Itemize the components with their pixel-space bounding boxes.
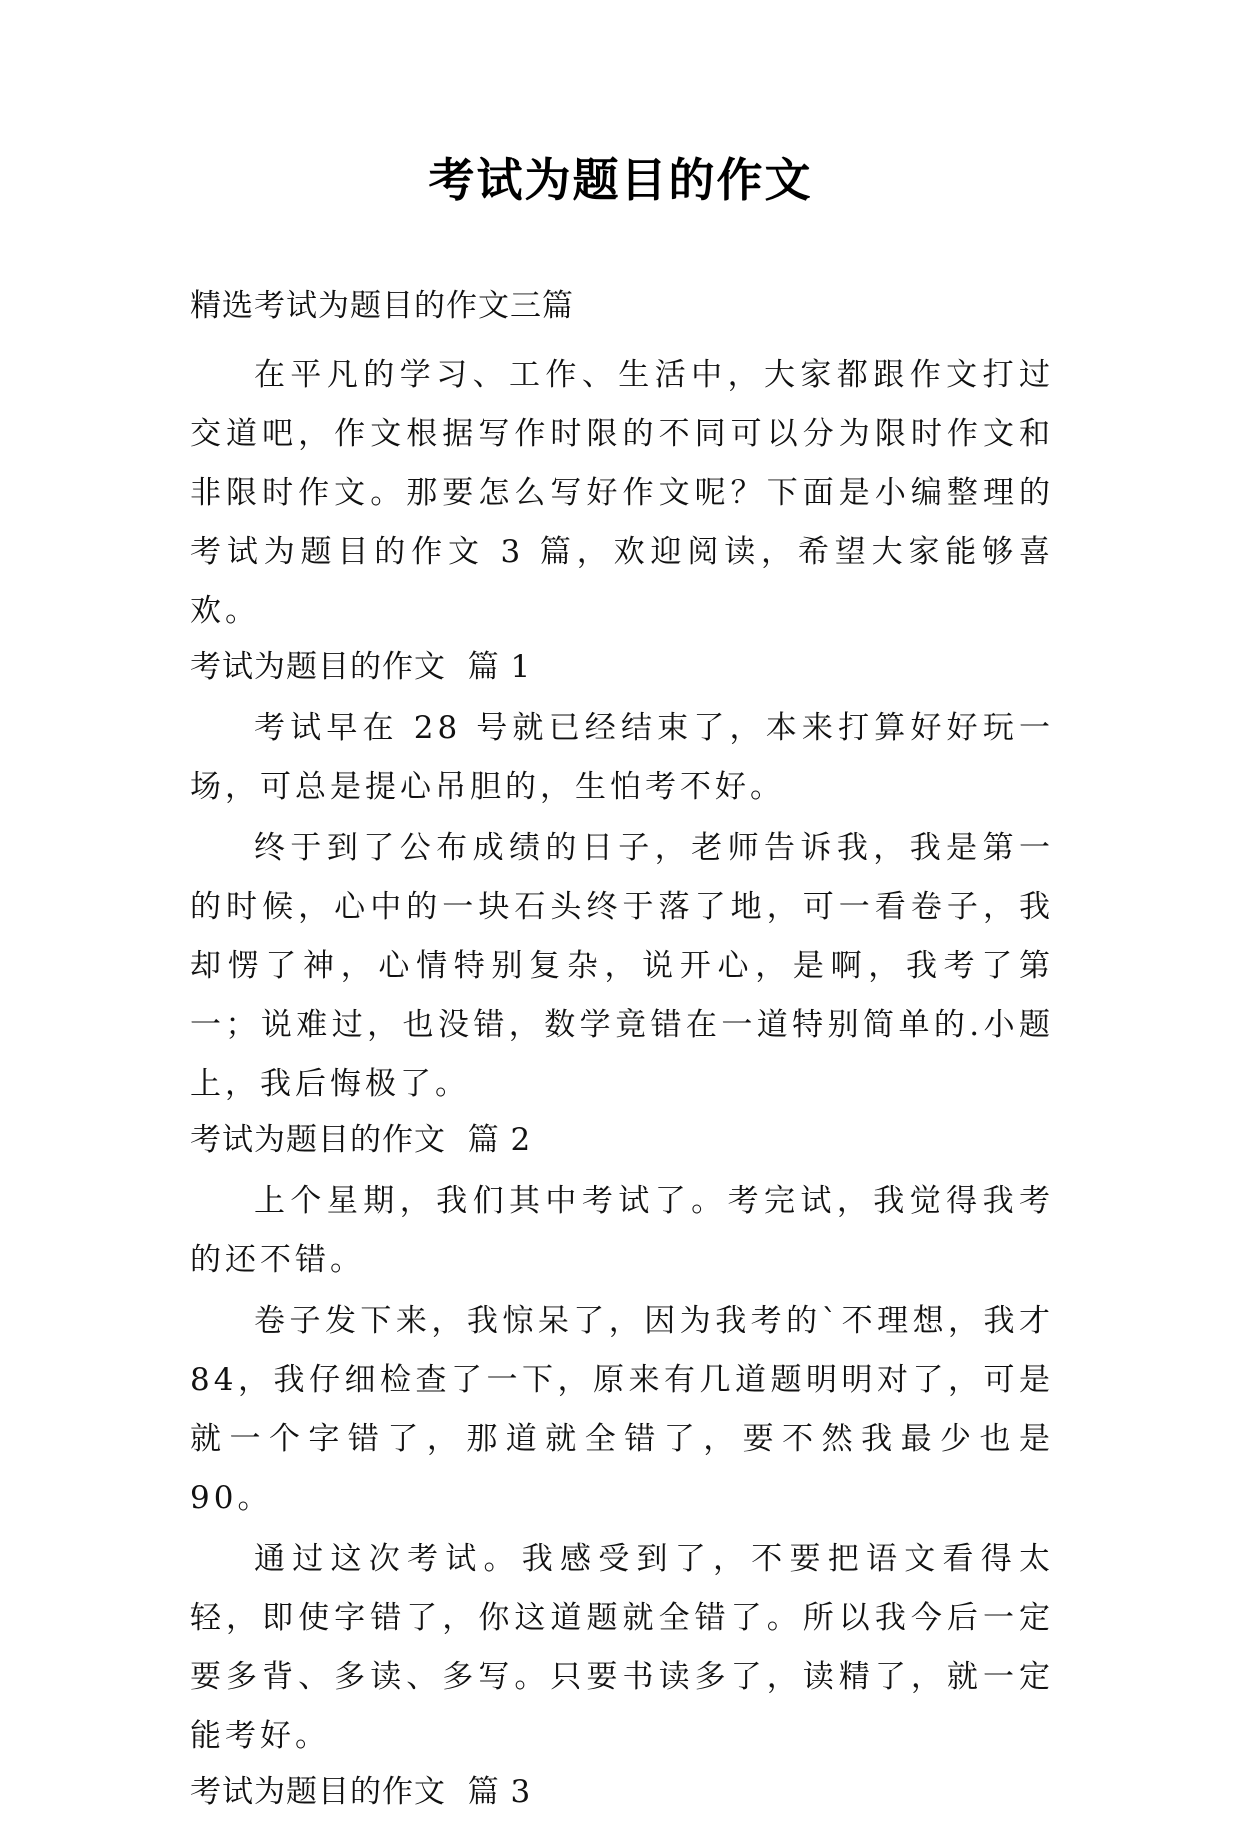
section-paragraph: 通过这次考试。我感受到了，不要把语文看得太轻，即使字错了，你这道题就全错了。所以我今后一定要多背、多读、多写。只要书读多了，读精了，就一定能考好。: [190, 1541, 1054, 1754]
essay-section-2: [190, 1116, 1054, 1766]
document-subtitle: 精选考试为题目的作文三篇: [190, 288, 574, 324]
essay-section-1: [190, 643, 1054, 1114]
intro-paragraph: 在平凡的学习、工作、生活中，大家都跟作文打过交道吧，作文根据写作时限的不同可以分为限时作文和非限时作文。那要怎么写好作文呢？下面是小编整理的考试为题目的作文 3 篇，欢迎阅读，希望大家能够喜欢。: [190, 357, 1054, 629]
essay-section-3: [190, 1768, 1054, 1816]
section-heading: 考试为题目的作文 篇 3: [190, 1774, 532, 1810]
document-body: [190, 286, 1054, 1824]
section-paragraph: 考试早在 28 号就已经结束了，本来打算好好玩一场，可总是提心吊胆的，生怕考不好。: [190, 710, 1054, 805]
section-heading: 考试为题目的作文 篇 1: [190, 649, 532, 685]
section-heading: 考试为题目的作文 篇 2: [190, 1122, 532, 1158]
document-title: 考试为题目的作文: [428, 153, 813, 207]
section-paragraph: 终于到了公布成绩的日子，老师告诉我，我是第一的时候，心中的一块石头终于落了地，可一看卷子，我却愣了神，心情特别复杂，说开心，是啊，我考了第一；说难过，也没错，数学竟错在一道特别简单的.小题上，我后悔极了。: [190, 830, 1054, 1102]
section-paragraph: 卷子发下来，我惊呆了，因为我考的`不理想，我才 84，我仔细检查了一下，原来有几道题明明对了，可是就一个字错了，那道就全错了，要不然我最少也是 90。: [190, 1303, 1054, 1516]
section-paragraph: 上个星期，我们其中考试了。考完试，我觉得我考的还不错。: [190, 1183, 1054, 1278]
